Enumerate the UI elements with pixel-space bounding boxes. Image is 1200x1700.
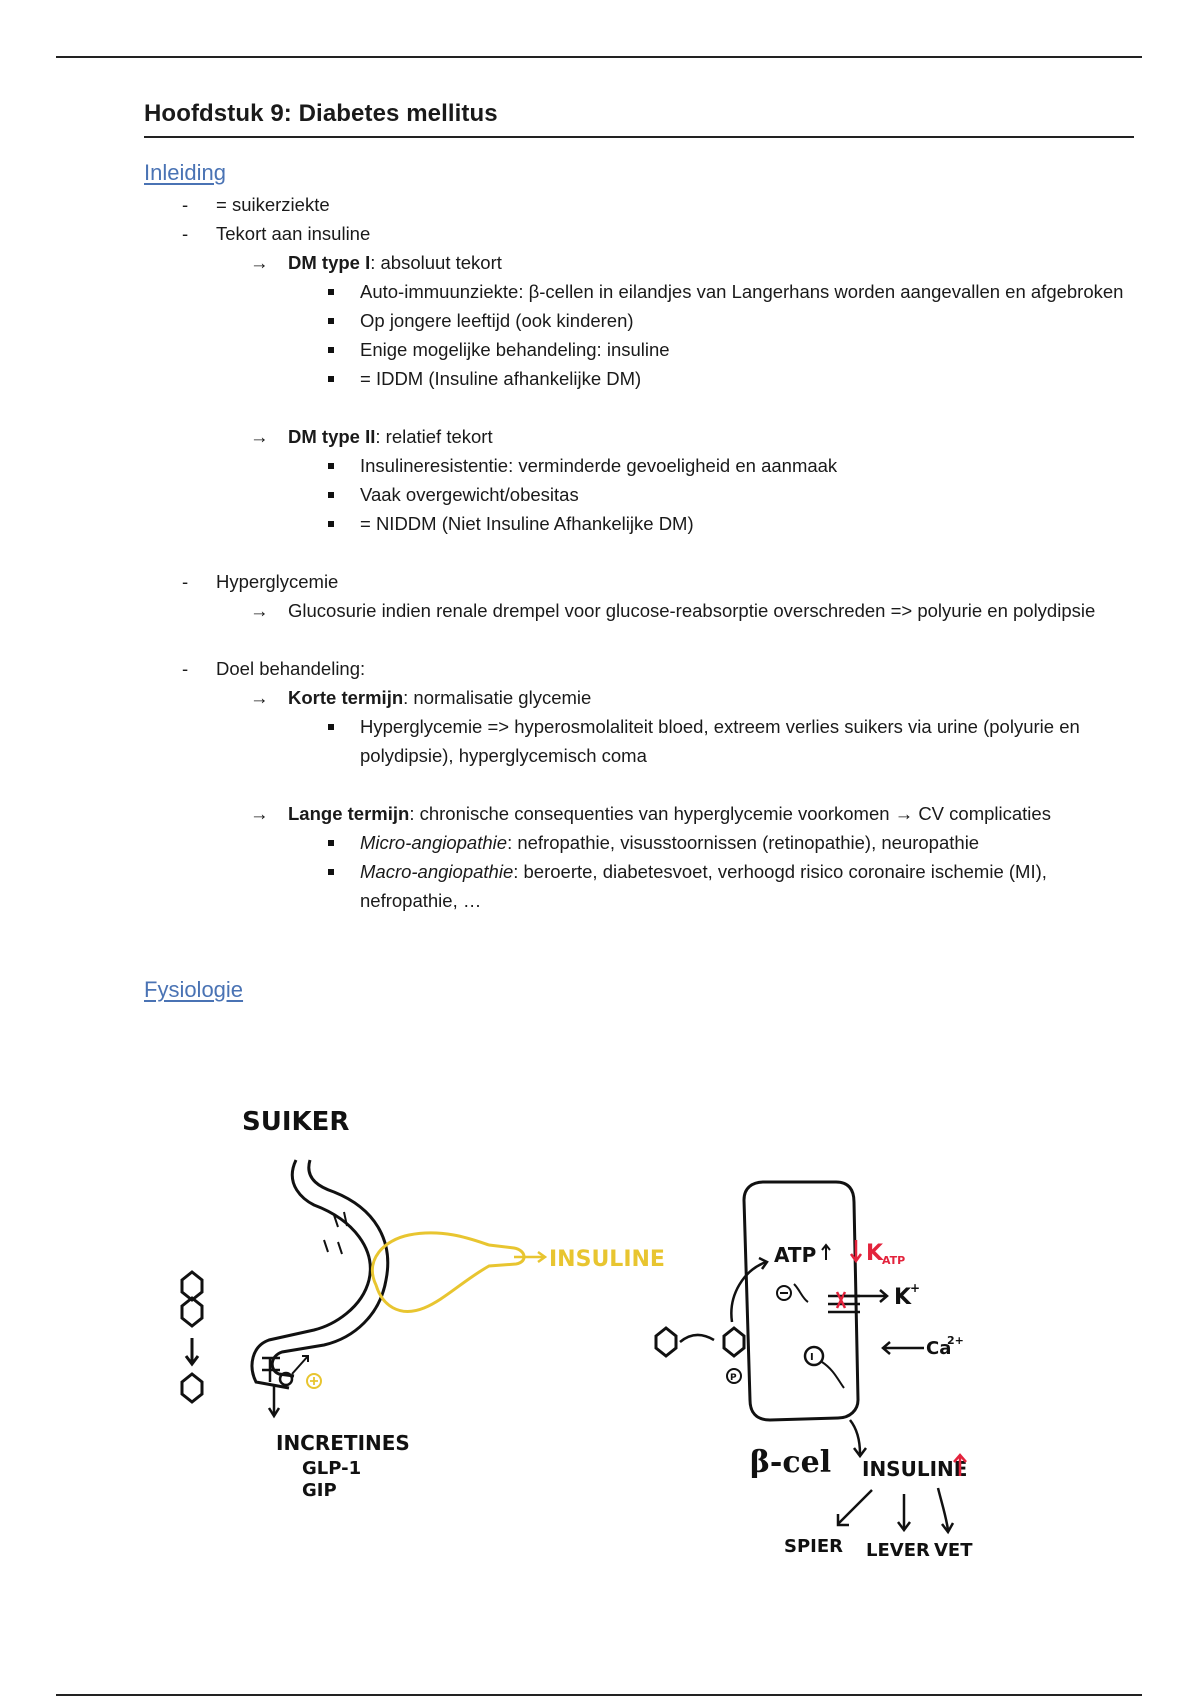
label-atp: ATP	[774, 1243, 817, 1267]
sub-item-korte-termijn: → Korte termijn: normalisatie glycemie	[250, 687, 592, 708]
bullet-item: Op jongere leeftijd (ook kinderen)	[144, 306, 1134, 335]
svg-text:2+: 2+	[947, 1334, 964, 1347]
svg-text:P: P	[730, 1373, 737, 1383]
chapter-title: Hoofdstuk 9: Diabetes mellitus	[144, 100, 498, 127]
label-lever: LEVER	[866, 1540, 930, 1561]
arrow-down-icon	[851, 1240, 861, 1261]
bullet-item: Vaak overgewicht/obesitas	[144, 480, 1134, 509]
arrow-glucose-in	[680, 1335, 714, 1342]
insulin-granule	[805, 1347, 823, 1365]
list-item: - Hyperglycemie	[182, 571, 339, 592]
label-insuline: INSULINE	[549, 1247, 665, 1272]
title-underline	[144, 136, 1134, 138]
bullet-item: Micro-angiopathie: nefropathie, visusstoornissen (retinopathie), neuropathie	[144, 828, 1134, 857]
bullet-item: Auto-immuunziekte: β-cellen in eilandjes van Langerhans worden aangevallen en afgebroken	[144, 277, 1134, 306]
label-beta-cel: β-cel	[750, 1445, 832, 1480]
section-heading-inleiding: Inleiding	[144, 160, 226, 185]
page-bottom-rule	[56, 1694, 1142, 1696]
label-katp: K	[866, 1241, 884, 1266]
label-suiker: SUIKER	[242, 1107, 350, 1137]
bullet-item: = IDDM (Insuline afhankelijke DM)	[144, 364, 1134, 393]
sub-item-type1: → DM type I: absoluut tekort	[250, 252, 502, 273]
arrow-stimulus	[292, 1356, 308, 1374]
physiology-diagram	[144, 1090, 1044, 1570]
glucose-hexagon	[656, 1328, 676, 1356]
page-top-rule	[56, 56, 1142, 58]
stomach-outline	[252, 1160, 370, 1388]
bullet-item: Enige mogelijke behandeling: insuline	[144, 335, 1134, 364]
bullet-item: = NIDDM (Niet Insuline Afhankelijke DM)	[144, 509, 1134, 538]
intestine-cells	[262, 1358, 280, 1382]
sub-item-hyperglycemie: → Glucosurie indien renale drempel voor glucose-reabsorptie overschreden => polyurie en polydipsie	[250, 600, 1096, 621]
label-katp-sub: ATP	[882, 1254, 906, 1267]
label-gip: GIP	[302, 1480, 337, 1501]
section-heading-fysiologie: Fysiologie	[144, 977, 244, 1002]
label-spier: SPIER	[784, 1536, 844, 1557]
glucose-hexagon	[724, 1328, 744, 1356]
label-k-plus: K	[894, 1285, 912, 1310]
glucose-hexagon	[182, 1272, 202, 1300]
bullet-item: Hyperglycemie => hyperosmolaliteit bloed, extreem verlies suikers via urine (polyurie en polydipsie), hyperglycemisch coma	[144, 712, 1134, 770]
glucose-hexagon	[182, 1374, 202, 1402]
label-insuline-out: INSULINE	[862, 1457, 968, 1481]
svg-text:I: I	[810, 1352, 814, 1363]
arrow-to-spier	[838, 1490, 872, 1524]
sub-item-lange-termijn: → Lange termijn: chronische consequenties van hyperglycemie voorkomen → CV complicaties	[250, 803, 1051, 824]
stomach-folds	[324, 1212, 347, 1254]
arrow-up-icon	[822, 1245, 830, 1260]
sub-item-type2: → DM type II: relatief tekort	[250, 426, 493, 447]
bullet-item: Insulineresistentie: verminderde gevoeligheid en aanmaak	[144, 451, 1134, 480]
glucose-hexagon	[182, 1298, 202, 1326]
page-content	[144, 100, 1134, 1007]
list-item: - = suikerziekte	[182, 194, 330, 215]
list-item: - Doel behandeling:	[182, 658, 366, 679]
list-item: - Tekort aan insuline	[182, 223, 371, 244]
bullet-item: Macro-angiopathie: beroerte, diabetesvoet, verhoogd risico coronaire ischemie (MI), nefropathie, …	[144, 857, 1134, 915]
label-incretines: INCRETINES	[276, 1431, 410, 1455]
label-vet: VET	[934, 1540, 973, 1561]
label-glp1: GLP-1	[302, 1458, 362, 1479]
channel-closed-mark	[837, 1292, 845, 1308]
pancreas	[372, 1233, 524, 1312]
label-ca: Ca	[926, 1338, 952, 1359]
svg-text:+: +	[910, 1281, 921, 1295]
